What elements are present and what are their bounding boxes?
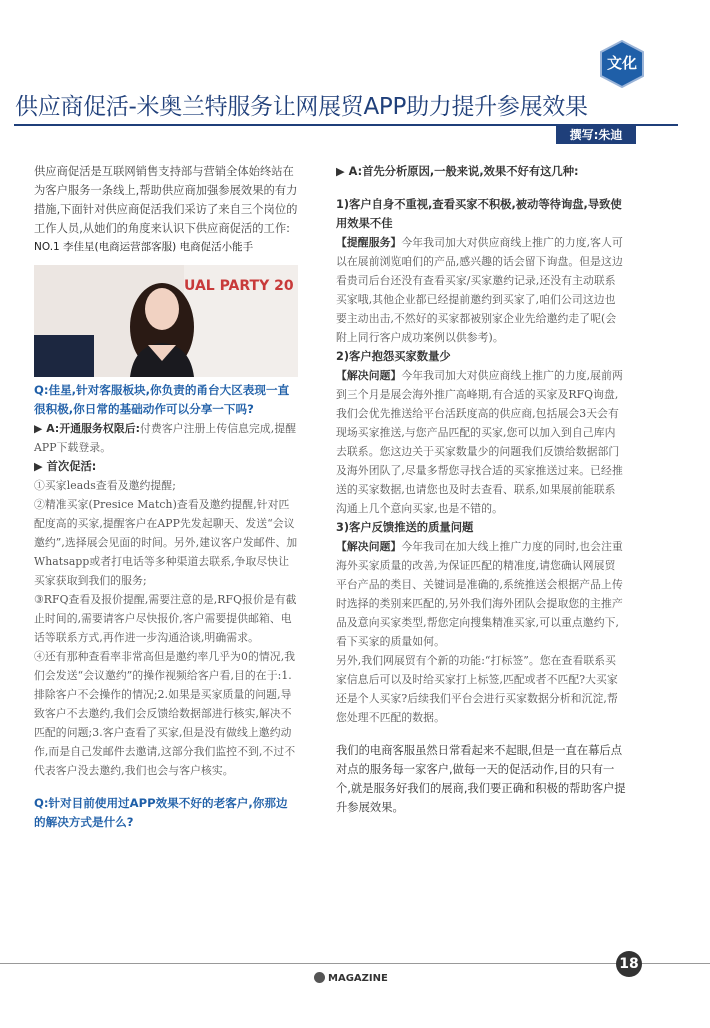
question-2: Q:针对目前使用过APP效果不好的老客户,你那边的解决方式是什么? <box>34 796 288 829</box>
list-item-1: ①买家leads查看及邀约提醒; <box>34 479 176 492</box>
magazine-logo <box>314 972 388 984</box>
closing-paragraph: 我们的电商客服虽然日常看起来不起眼,但是一直在幕后点对点的服务每一家客户,做每一天的促活动作,目的只有一个,就是服务好我们的展商,我们要正确和积极的帮助客户提升参展效果。 <box>336 744 626 814</box>
question-1: Q:佳星,针对客服板块,你负责的甬台大区表现一直很积极,你日常的基础动作可以分享一下吗? <box>34 383 290 416</box>
section-1-title: 1)客户自身不重视,查看买家不积极,被动等待询盘,导致使用效果不佳 <box>336 198 622 230</box>
section-1-label: 【提醒服务】 <box>336 236 402 249</box>
photo-backdrop-text: UAL PARTY 20 <box>184 278 294 294</box>
article-title: 供应商促活-米奥兰特服务让网展贸APP助力提升参展效果 <box>15 94 588 120</box>
section-3-title: 3)客户反馈推送的质量问题 <box>336 521 474 534</box>
list-item-3: ③RFQ查看及报价提醒,需要注意的是,RFQ报价是有截止时间的,需要请客户尽快报价,客户需要提供邮箱、电话等联系方式,再作进一步沟通洽谈,明确需求。 <box>34 593 297 644</box>
page-number: 18 <box>616 951 642 977</box>
magazine-label: MAGAZINE <box>328 973 388 984</box>
interviewee-photo <box>34 265 298 377</box>
answer-1-label: ▶ A:开通服务权限后: <box>34 422 141 435</box>
section-2-title: 2)客户抱怨买家数量少 <box>336 350 451 363</box>
intro-paragraph: 供应商促活是互联网销售支持部与营销全体始终站在为客户服务一条线上,帮助供应商加强参展效果的有力措施,下面针对供应商促活我们采访了来自三个岗位的工作人员,从她们的角度来认识下供应商促活的工作: <box>34 165 298 235</box>
left-column <box>34 162 298 832</box>
section-2-label: 【解决问题】 <box>336 369 402 382</box>
list-item-4: ④还有那种查看率非常高但是邀约率几乎为0的情况,我们会发送“会议邀约”的操作视频给客户看,目的在于:1.排除客户不会操作的情况;2.如果是买家质量的问题,导致客户不去邀约,我们会反馈给数据部进行核实,解决不匹配的问题;3.客户查看了买家,但是没有做线上邀约动作,而是自己发邮件去邀请,这部分我们监控不到,不过不代表客户没去邀约,我们也会与客户核实。 <box>34 650 296 777</box>
right-column <box>336 162 626 817</box>
globe-icon <box>314 972 325 983</box>
footer-divider <box>0 963 710 964</box>
section-3-extra: 另外,我们网展贸有个新的功能:“打标签”。您在查看联系买家信息后可以及时给买家打上标签,匹配或者不匹配?大买家还是个人买家?后续我们平台会进行买家数据分析和沉淀,帮您处理不匹配的数据。 <box>336 654 618 724</box>
section-3-text: 今年我司在加大线上推广力度的同时,也会注重海外买家质量的改善,为保证匹配的精准度,请您确认网展贸平台产品的类目、关键词是准确的,系统推送会根据产品上传时选择的类别来匹配的,另外我们海外团队会提取您的主推产品及意向买家类型,帮您定向搜集精准买家,可以重点邀约下,看下买家的质量如何。 <box>336 540 623 648</box>
interviewee-heading: NO.1 李佳星(电商运营部客服) 电商促活小能手 <box>34 241 254 253</box>
author-tag: 撰写:朱迪 <box>556 126 636 144</box>
first-activation-label: ▶ 首次促活: <box>34 460 97 473</box>
section-3-label: 【解决问题】 <box>336 540 402 553</box>
answer-2-intro: ▶ A:首先分析原因,一般来说,效果不好有这几种: <box>336 165 579 178</box>
list-item-2: ②精准买家(Presice Match)查看及邀约提醒,针对匹配度高的买家,提醒客户在APP先发起聊天、发送“会议邀约”,选择展会见面的时间。另外,建议客户发邮件、加Whatsapp或者打电话等多种渠道去联系,争取尽快让买家获取到我们的服务; <box>34 498 298 587</box>
section-1-text: 今年我司加大对供应商线上推广的力度,客人可以在展前浏览咱们的产品,感兴趣的话会留下询盘。但是这边看贵司后台还没有查看买家/买家邀约记录,还没有主动联系买家哦,其他企业都已经提前邀约到买家了,咱们公司这边也要主动出击,不然好的买家都被别家企业先给邀约走了呢(会附上同行客户成功案例以供参考)。 <box>336 236 623 344</box>
category-badge-label: 文化 <box>606 54 637 72</box>
answer-1-text: 付费客户注册上传信息完成,提醒APP下载登录。 <box>34 422 297 454</box>
section-2-text: 今年我司加大对供应商线上推广的力度,展前两到三个月是展会海外推广高峰期,有合适的买家及RFQ询盘,我们会优先推送给平台活跃度高的供应商,包括展会3天会有现场买家推送,与您产品匹配的买家,您可以加入到自己库内去联系。您这边关于买家数量少的问题我们反馈给数据部门及海外团队了,尽量多帮您寻找合适的买家推送过来。已经推送的买家数据,也请您也及时去查看、联系,如果展前能联系沟通上几个意向买家,也是不错的。 <box>336 369 623 515</box>
